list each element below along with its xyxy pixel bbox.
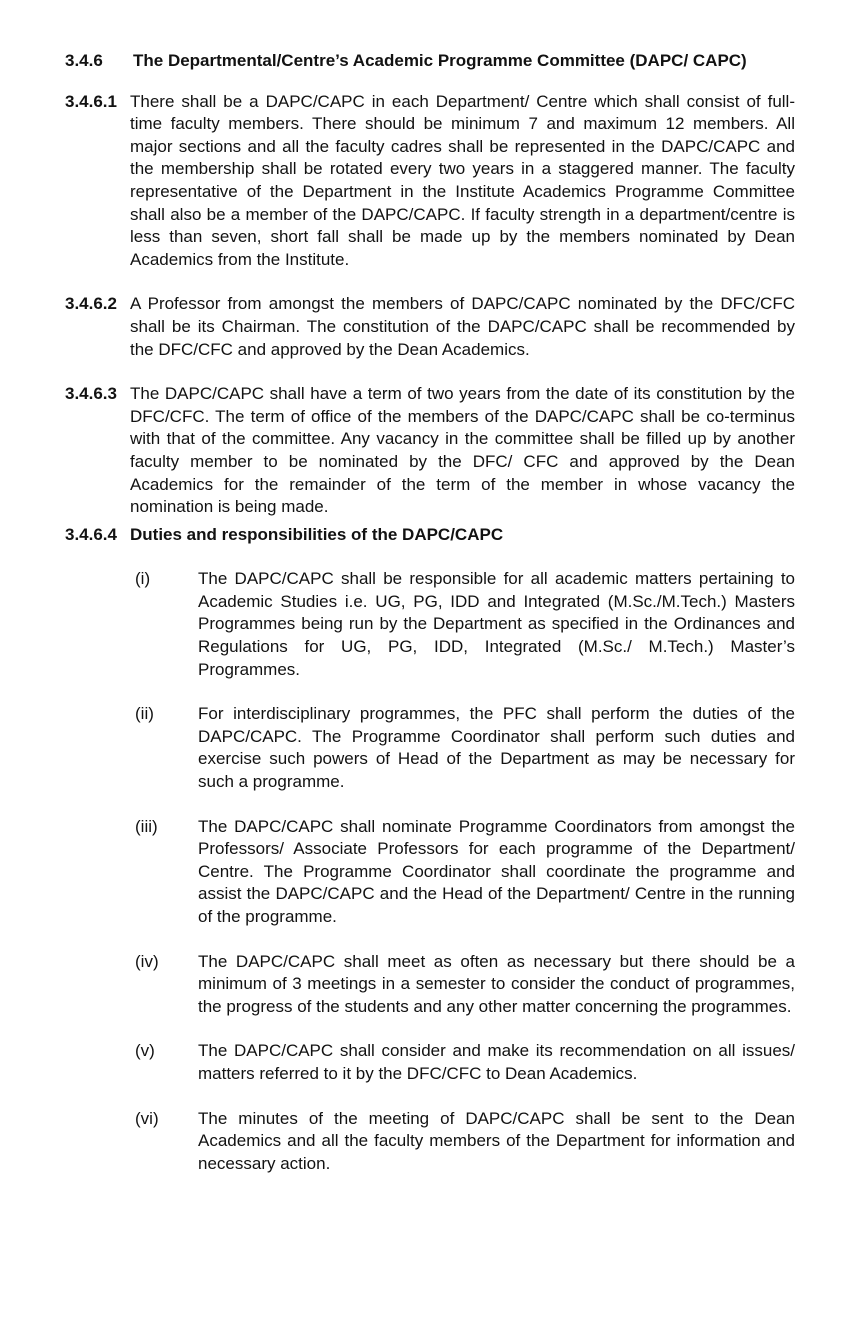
paragraph-number: 3.4.6.3: [65, 384, 117, 404]
subsection-title: Duties and responsibilities of the DAPC/CAPC: [130, 524, 504, 544]
paragraph-text: There shall be a DAPC/CAPC in each Department/ Centre which shall consist of full-time faculty members. There should be minimum 7 and maximum 12 members. All major sections and all the faculty cadres shall be represented in the DAPC/CAPC and the membership shall be rotated every two years in a staggered manner. The faculty representative of the Department in the Institute Academics Programme Committee shall also be a member of the DAPC/CAPC. If faculty strength in a department/centre is less than seven, short fall shall be made up by the members nominated by Dean Academics from the Institute.: [130, 91, 795, 269]
subsection-number: 3.4.6.4: [65, 524, 117, 544]
section-heading-3-4-6: [65, 50, 795, 73]
section-title: The Departmental/Centre’s Academic Programme Committee (DAPC/ CAPC): [133, 51, 747, 70]
duty-item-iv: [135, 951, 795, 1019]
duty-text: The DAPC/CAPC shall nominate Programme Coordinators from amongst the Professors/ Associate Professors for each programme of the Department/ Centre. The Programme Coordinator shall coordinate the programme and assist the DAPC/CAPC and the Head of the Department/ Centre in the running of the programme.: [198, 816, 795, 926]
duty-marker: (vi): [135, 1108, 159, 1128]
duty-marker: (iv): [135, 951, 159, 971]
page-content: [65, 50, 795, 1175]
paragraph-3-4-6-1: [65, 91, 795, 272]
duty-item-i: [135, 568, 795, 681]
duty-item-iii: [135, 816, 795, 929]
paragraph-text: A Professor from amongst the members of DAPC/CAPC nominated by the DFC/CFC shall be its Chairman. The constitution of the DAPC/CAPC shall be recommended by the DFC/CFC and approved by the Dean Academics.: [130, 294, 795, 359]
duty-text: The DAPC/CAPC shall be responsible for all academic matters pertaining to Academic Studies i.e. UG, PG, IDD and Integrated (M.Sc./M.Tech.) Masters Programmes being run by the Department as specified in the Ordinances and Regulations for UG, PG, IDD, Integrated (M.Sc./ M.Tech.) Master’s Programmes.: [198, 569, 795, 679]
duty-text: The DAPC/CAPC shall meet as often as necessary but there should be a minimum of 3 meetings in a semester to consider the conduct of programmes, the progress of the students and any other matter concerning the programmes.: [198, 951, 795, 1016]
duty-marker: (v): [135, 1041, 155, 1061]
duty-text: The DAPC/CAPC shall consider and make its recommendation on all issues/ matters referred to it by the DFC/CFC to Dean Academics.: [198, 1041, 795, 1083]
duty-item-v: [135, 1040, 795, 1085]
duty-item-ii: [135, 703, 795, 793]
duty-text: For interdisciplinary programmes, the PFC shall perform the duties of the DAPC/CAPC. The Programme Coordinator shall perform such duties and exercise such powers of Head of the Department as may be necessary for such a programme.: [198, 704, 795, 792]
paragraph-number: 3.4.6.1: [65, 91, 117, 111]
paragraph-3-4-6-3: [65, 383, 795, 519]
duty-marker: (i): [135, 569, 151, 589]
duty-text: The minutes of the meeting of DAPC/CAPC shall be sent to the Dean Academics and all the faculty members of the Department for information and necessary action.: [198, 1108, 795, 1173]
paragraph-3-4-6-2: [65, 293, 795, 361]
paragraph-text: The DAPC/CAPC shall have a term of two years from the date of its constitution by the DFC/CFC. The term of office of the members of the DAPC/CAPC shall be co-terminus with that of the committee. Any vacancy in the committee shall be filled up by another faculty member to be nominated by the DFC/ CFC and approved by the Dean Academics for the remainder of the term of the member in whose vacancy the nomination is being made.: [130, 384, 795, 517]
subsection-heading-3-4-6-4: [65, 524, 795, 547]
paragraph-number: 3.4.6.2: [65, 294, 117, 314]
duty-marker: (iii): [135, 816, 158, 836]
duty-item-vi: [135, 1108, 795, 1176]
section-number: 3.4.6: [65, 51, 103, 70]
duty-marker: (ii): [135, 704, 154, 724]
